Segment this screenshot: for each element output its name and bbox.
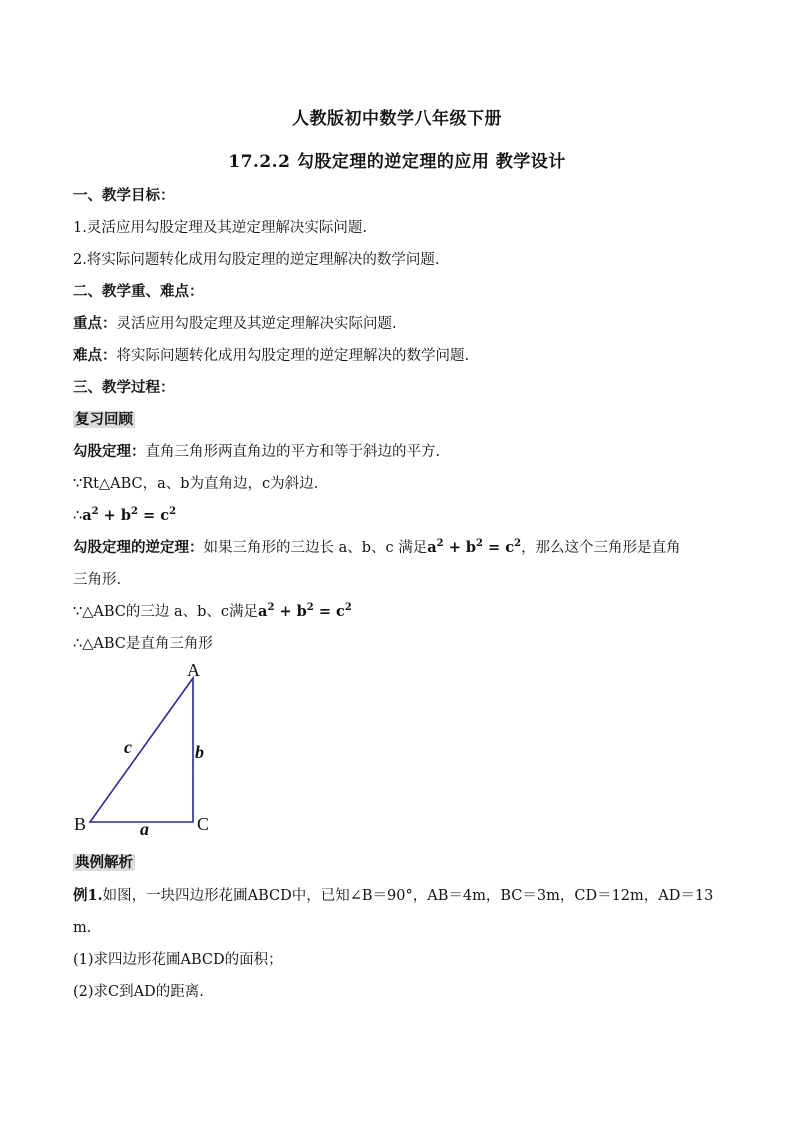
document-title: 人教版初中数学八年级下册 — [292, 109, 502, 129]
because-text-2: ∵△ABC的三边 a、b、c满足 — [73, 604, 259, 620]
example-tag: 典例解析 — [75, 854, 133, 871]
side-c-label: c — [124, 737, 132, 757]
difficulty-label: 难点： — [73, 347, 117, 364]
example-tag-line — [73, 852, 733, 874]
question-1: (1)求四边形花圃ABCD的面积； — [73, 952, 283, 968]
vertex-b-label: B — [74, 814, 87, 834]
objective-item-2: 2.将实际问题转化成用勾股定理的逆定理解决的数学问题. — [73, 252, 440, 268]
theorem-text: 直角三角形两直角边的平方和等于斜边的平方. — [145, 444, 441, 460]
review-tag: 复习回顾 — [75, 411, 133, 428]
section-key-points-heading: 二、教学重、难点： — [73, 283, 204, 300]
difficulty-line — [73, 345, 733, 367]
therefore-symbol: ∴ — [73, 508, 83, 524]
key-point-text: 灵活应用勾股定理及其逆定理解决实际问题. — [116, 316, 397, 332]
key-point-line — [73, 313, 733, 335]
example-unit-line: m. — [73, 920, 92, 936]
theorem-line — [73, 441, 733, 463]
formula-3: $a^2 + b^2 = c^2$ — [258, 602, 352, 620]
vertex-a-label: A — [187, 660, 200, 680]
converse-text-b: ，那么这个三角形是直角 — [521, 540, 681, 556]
document-subtitle: 17.2.2 勾股定理的逆定理的应用 教学设计 — [228, 152, 566, 172]
theorem-label: 勾股定理： — [73, 443, 146, 460]
section-objectives-heading: 一、教学目标： — [73, 187, 175, 204]
therefore-line-1 — [73, 505, 733, 527]
difficulty-text: 将实际问题转化成用勾股定理的逆定理解决的数学问题. — [116, 348, 470, 364]
formula-1: $a^2 + b^2 = c^2$ — [82, 506, 177, 524]
example-text: 如图，一块四边形花圃ABCD中，已知∠B＝90°，AB＝4m，BC＝3m，CD＝12m，AD＝13 — [102, 888, 714, 904]
because-line-1: ∵Rt△ABC，a、b为直角边，c为斜边. — [73, 476, 319, 492]
triangle-shape — [90, 678, 193, 822]
right-triangle-figure — [72, 660, 232, 840]
question-2: (2)求C到AD的距离. — [73, 984, 204, 1000]
converse-line — [73, 537, 733, 559]
converse-line-2: 三角形. — [73, 572, 122, 588]
formula-2: $a^2 + b^2 = c^2$ — [427, 538, 522, 556]
vertex-c-label: C — [197, 814, 210, 834]
converse-label: 勾股定理的逆定理： — [73, 539, 204, 556]
review-tag-line — [73, 409, 733, 431]
key-point-label: 重点： — [73, 315, 117, 332]
therefore-line-2: ∴△ABC是直角三角形 — [73, 636, 213, 652]
example-label: 例1. — [73, 887, 103, 904]
side-a-label: a — [140, 819, 149, 839]
side-b-label: b — [195, 742, 204, 762]
because-line-2 — [73, 601, 733, 623]
objective-item-1: 1.灵活应用勾股定理及其逆定理解决实际问题. — [73, 220, 367, 236]
example-line — [73, 885, 733, 907]
section-process-heading: 三、教学过程： — [73, 379, 175, 396]
converse-text-a: 如果三角形的三边长 a、b、c 满足 — [203, 540, 428, 556]
